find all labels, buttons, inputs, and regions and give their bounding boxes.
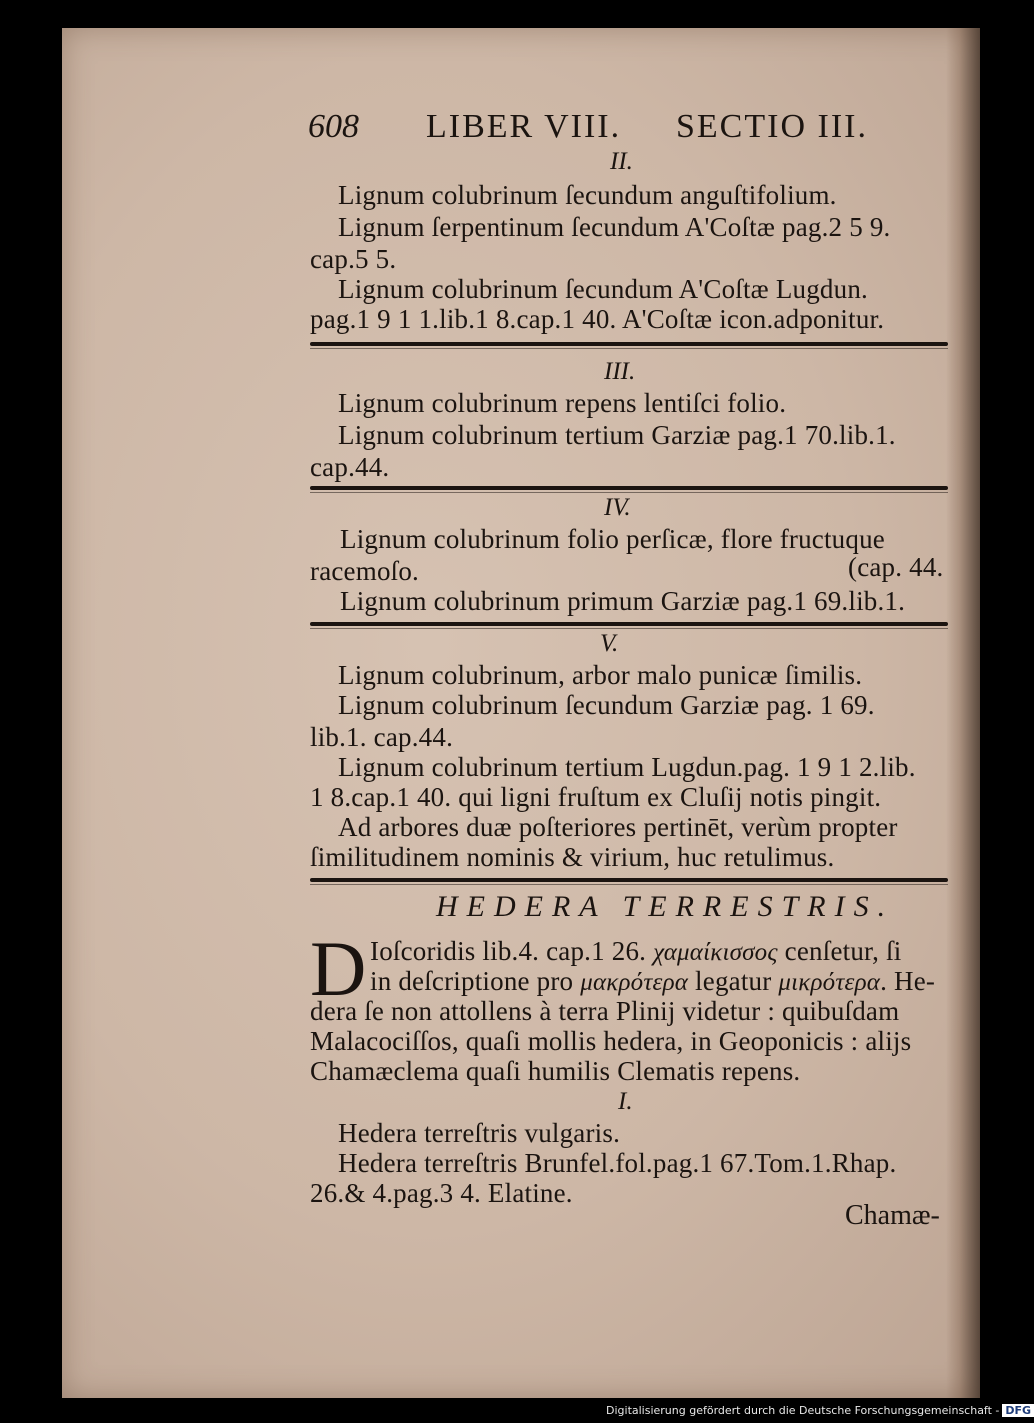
credit-text: Digitalisierung gefördert durch die Deutsche Forschungsgemeinschaft - [606, 1404, 1000, 1417]
text-line: Ad arbores duæ poſteriores pertinēt, verùm propter [338, 812, 898, 842]
section-numeral: I. [618, 1088, 633, 1115]
text-line: Malacociſſos, quaſi mollis hedera, in Geoponicis : alijs [310, 1026, 912, 1056]
text-line: Lignum ſerpentinum ſecundum A'Coſtæ pag.2 5 9. [338, 212, 891, 242]
section-numeral: IV. [604, 494, 631, 521]
text-line: Lignum colubrinum primum Garziæ pag.1 69.lib.1. [340, 586, 906, 616]
text-line: pag.1 9 1 1.lib.1 8.cap.1 40. A'Coſtæ icon.adponitur. [310, 304, 885, 334]
running-header [308, 108, 908, 154]
text-line: 1 8.cap.1 40. qui ligni fruſtum ex Cluſij notis pingit. [310, 782, 882, 812]
text-line: lib.1. cap.44. [310, 722, 454, 752]
sectio-title: SECTIO III. [676, 108, 868, 145]
text-line: 26.& 4.pag.3 4. Elatine. [310, 1178, 573, 1208]
text-line: Ioſcoridis lib.4. cap.1 26. χαμαίκισσος cenſetur, ſi [370, 936, 902, 966]
dfg-logo: DFG [1002, 1404, 1034, 1417]
text-line: cap.44. [310, 452, 390, 482]
text-line: (cap. 44. [848, 552, 944, 582]
page-number: 608 [308, 108, 359, 145]
text-line: Lignum colubrinum ſecundum Garziæ pag. 1 69. [338, 690, 875, 720]
catchword: Chamæ- [845, 1200, 940, 1231]
greek-word: χαμαίκισσος [653, 939, 778, 966]
text-line: Lignum colubrinum, arbor malo punicæ ſimilis. [338, 660, 863, 690]
greek-word: μικρότερα [778, 969, 881, 996]
text-line: Chamæclema quaſi humilis Clematis repens. [310, 1056, 801, 1086]
text-line: Lignum colubrinum ſecundum anguſtifolium. [338, 180, 837, 210]
text-line: cap.5 5. [310, 244, 397, 274]
section-numeral: III. [604, 358, 636, 385]
text-line: Lignum colubrinum tertium Lugdun.pag. 1 9 1 2.lib. [338, 752, 916, 782]
text-line: Lignum colubrinum tertium Garziæ pag.1 70.lib.1. [338, 420, 896, 450]
text-line: ſimilitudinem nominis & virium, huc retulimus. [310, 842, 835, 872]
greek-word: μακρότερα [580, 969, 689, 996]
section-rule [310, 878, 948, 882]
section-numeral: V. [600, 630, 619, 657]
section-rule [310, 342, 948, 346]
text-line: Hedera terreſtris Brunfel.fol.pag.1 67.Tom.1.Rhap. [338, 1148, 897, 1178]
section-rule [310, 486, 948, 490]
page-edge-shadow [946, 28, 980, 1398]
text-line: Lignum colubrinum repens lentiſci folio. [338, 388, 787, 418]
text-line: Lignum colubrinum ſecundum A'Coſtæ Lugdun. [338, 274, 868, 304]
text-line: Lignum colubrinum folio perſicæ, flore fructuque [340, 524, 885, 554]
text-line: racemoſo. [310, 556, 419, 586]
text-line: in deſcriptione pro μακρότερα legatur μικρότερα. He- [370, 966, 936, 996]
text-line: Hedera terreſtris vulgaris. [338, 1118, 621, 1148]
section-rule [310, 622, 948, 626]
liber-title: LIBER VIII. [426, 108, 622, 145]
section-numeral: II. [610, 148, 633, 175]
text-line: dera ſe non attollens à terra Plinij videtur : quibuſdam [310, 996, 900, 1026]
digitization-credit [606, 1404, 1034, 1417]
drop-cap: D [310, 925, 367, 1012]
hedera-heading: HEDERA TERRESTRIS. [436, 890, 895, 923]
